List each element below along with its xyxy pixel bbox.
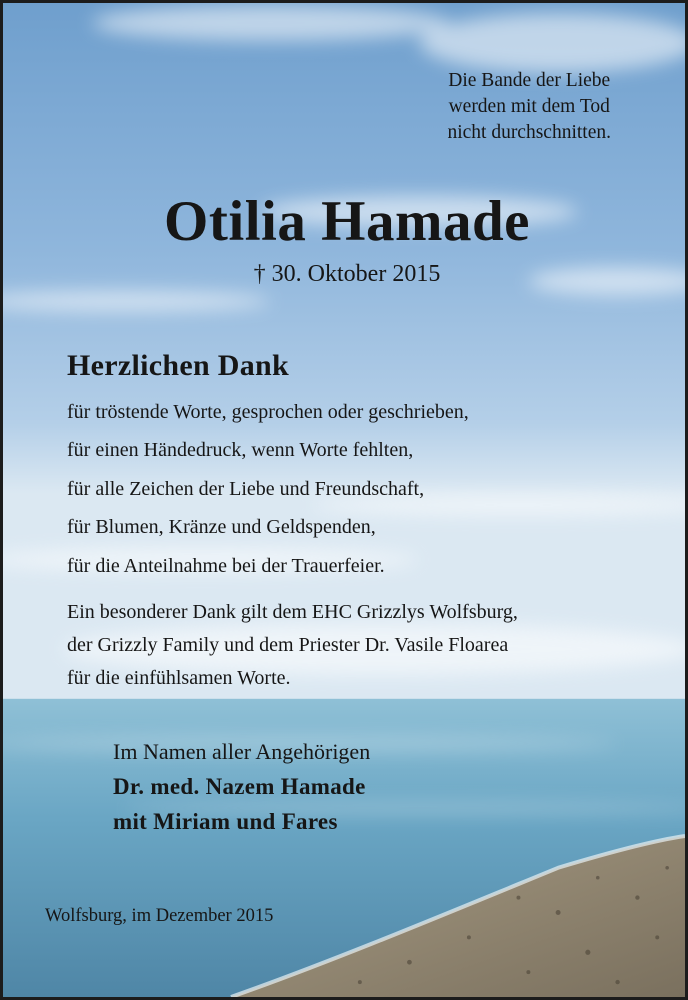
thanks-line: für die Anteilnahme bei der Trauerfeier. — [67, 555, 385, 577]
deceased-name: Otilia Hamade — [164, 190, 530, 253]
thanks-line: für tröstende Worte, gesprochen oder geschrieben, — [67, 401, 469, 423]
thanks-heading: Herzlichen Dank — [67, 349, 289, 382]
special-thanks-line: Ein besonderer Dank gilt dem EHC Grizzlys Wolfsburg, — [67, 601, 518, 623]
special-thanks-line: der Grizzly Family und dem Priester Dr. Vasile Floarea — [67, 634, 509, 656]
signature-family: mit Miriam und Fares — [113, 809, 338, 834]
thanks-line: für einen Händedruck, wenn Worte fehlten, — [67, 439, 414, 461]
quote-line: werden mit dem Tod — [448, 96, 610, 117]
quote-line: Die Bande der Liebe — [448, 70, 611, 91]
place-date: Wolfsburg, im Dezember 2015 — [45, 906, 274, 926]
death-date: † 30. Oktober 2015 — [253, 261, 441, 287]
signature-intro: Im Namen aller Angehörigen — [113, 739, 371, 764]
memorial-quote — [447, 68, 611, 146]
thanks-line: für Blumen, Kränze und Geldspenden, — [67, 516, 376, 538]
special-thanks-line: für die einfühlsamen Worte. — [67, 667, 291, 689]
quote-line: nicht durchschnitten. — [447, 122, 611, 143]
thanks-line: für alle Zeichen der Liebe und Freundschaft, — [67, 478, 425, 500]
signature-name: Dr. med. Nazem Hamade — [113, 774, 366, 799]
